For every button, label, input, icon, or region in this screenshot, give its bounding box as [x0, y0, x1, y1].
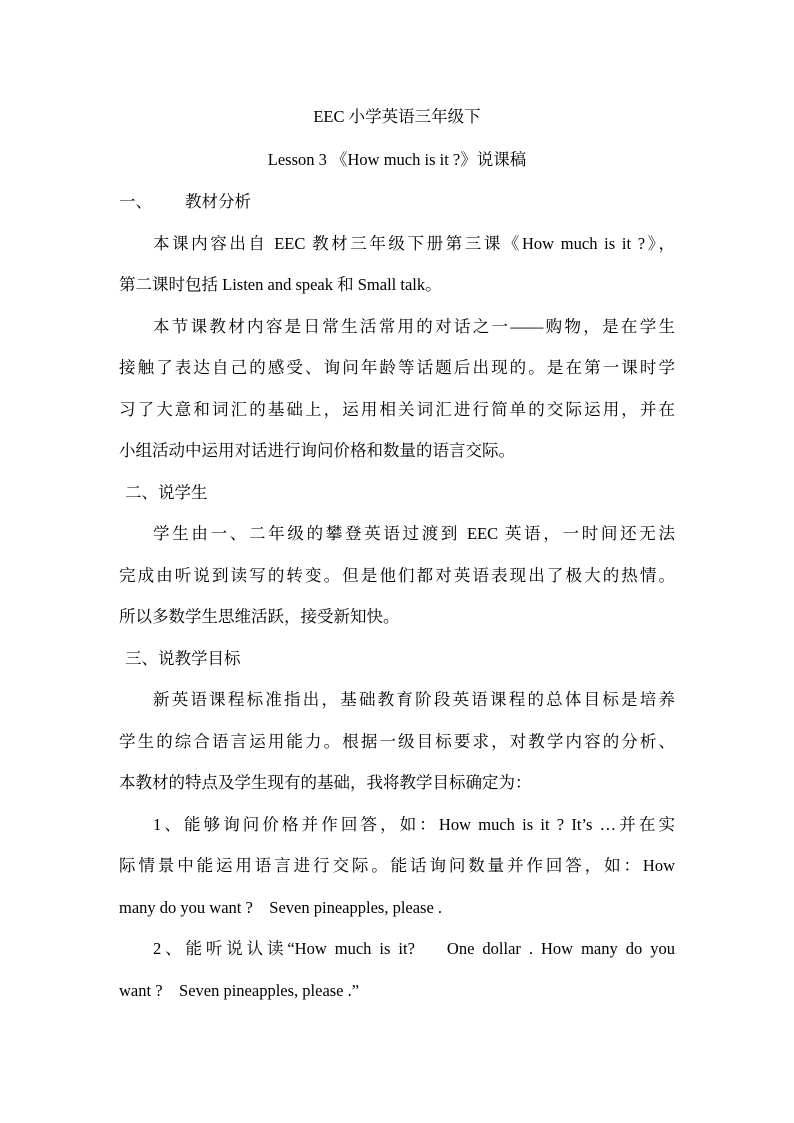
paragraph-line: 习了大意和词汇的基础上，运用相关词汇进行简单的交际运用，并在: [119, 400, 675, 419]
document-title: EEC 小学英语三年级下: [313, 107, 481, 126]
section-title: 教材分析: [185, 192, 251, 211]
paragraph-line: 新英语课程标准指出，基础教育阶段英语课程的总体目标是培养: [153, 690, 675, 709]
paragraph-line: 第二课时包括 Listen and speak 和 Small talk。: [119, 275, 442, 294]
list-item-line: 1、能够询问价格并作回答，如：How much is it ? It’s …并在实: [153, 815, 675, 834]
section-heading-2: 二、说学生: [125, 483, 208, 502]
list-item-line: 际情景中能运用语言进行交际。能话询问数量并作回答，如：How: [119, 856, 675, 875]
paragraph-line: 本教材的特点及学生现有的基础，我将教学目标确定为：: [119, 773, 532, 792]
section-number: 一、: [119, 192, 152, 211]
paragraph-line: 学生由一、二年级的攀登英语过渡到 EEC 英语，一时间还无法: [153, 524, 675, 543]
list-item-line: want ? Seven pineapples, please .”: [119, 981, 360, 1000]
paragraph-line: 所以多数学生思维活跃，接受新知快。: [119, 607, 400, 626]
paragraph-line: 本节课教材内容是日常生活常用的对话之一——购物，是在学生: [153, 317, 675, 336]
paragraph-line: 接触了表达自己的感受、询问年龄等话题后出现的。是在第一课时学: [119, 358, 675, 377]
section-heading-3: 三、说教学目标: [125, 649, 241, 668]
section-heading-1: [119, 192, 675, 212]
document-subtitle: Lesson 3 《How much is it ?》说课稿: [267, 150, 527, 169]
paragraph-line: 小组活动中运用对话进行询问价格和数量的语言交际。: [119, 441, 515, 460]
list-item-line: 2、能听说认读“How much is it? One dollar . How many do you: [153, 939, 675, 958]
paragraph-line: 学生的综合语言运用能力。根据一级目标要求，对教学内容的分析、: [119, 732, 675, 751]
paragraph-line: 本课内容出自 EEC 教材三年级下册第三课《How much is it ?》，: [153, 234, 675, 253]
paragraph-line: 完成由听说到读写的转变。但是他们都对英语表现出了极大的热情。: [119, 566, 675, 585]
list-item-line: many do you want ? Seven pineapples, please .: [119, 898, 443, 917]
